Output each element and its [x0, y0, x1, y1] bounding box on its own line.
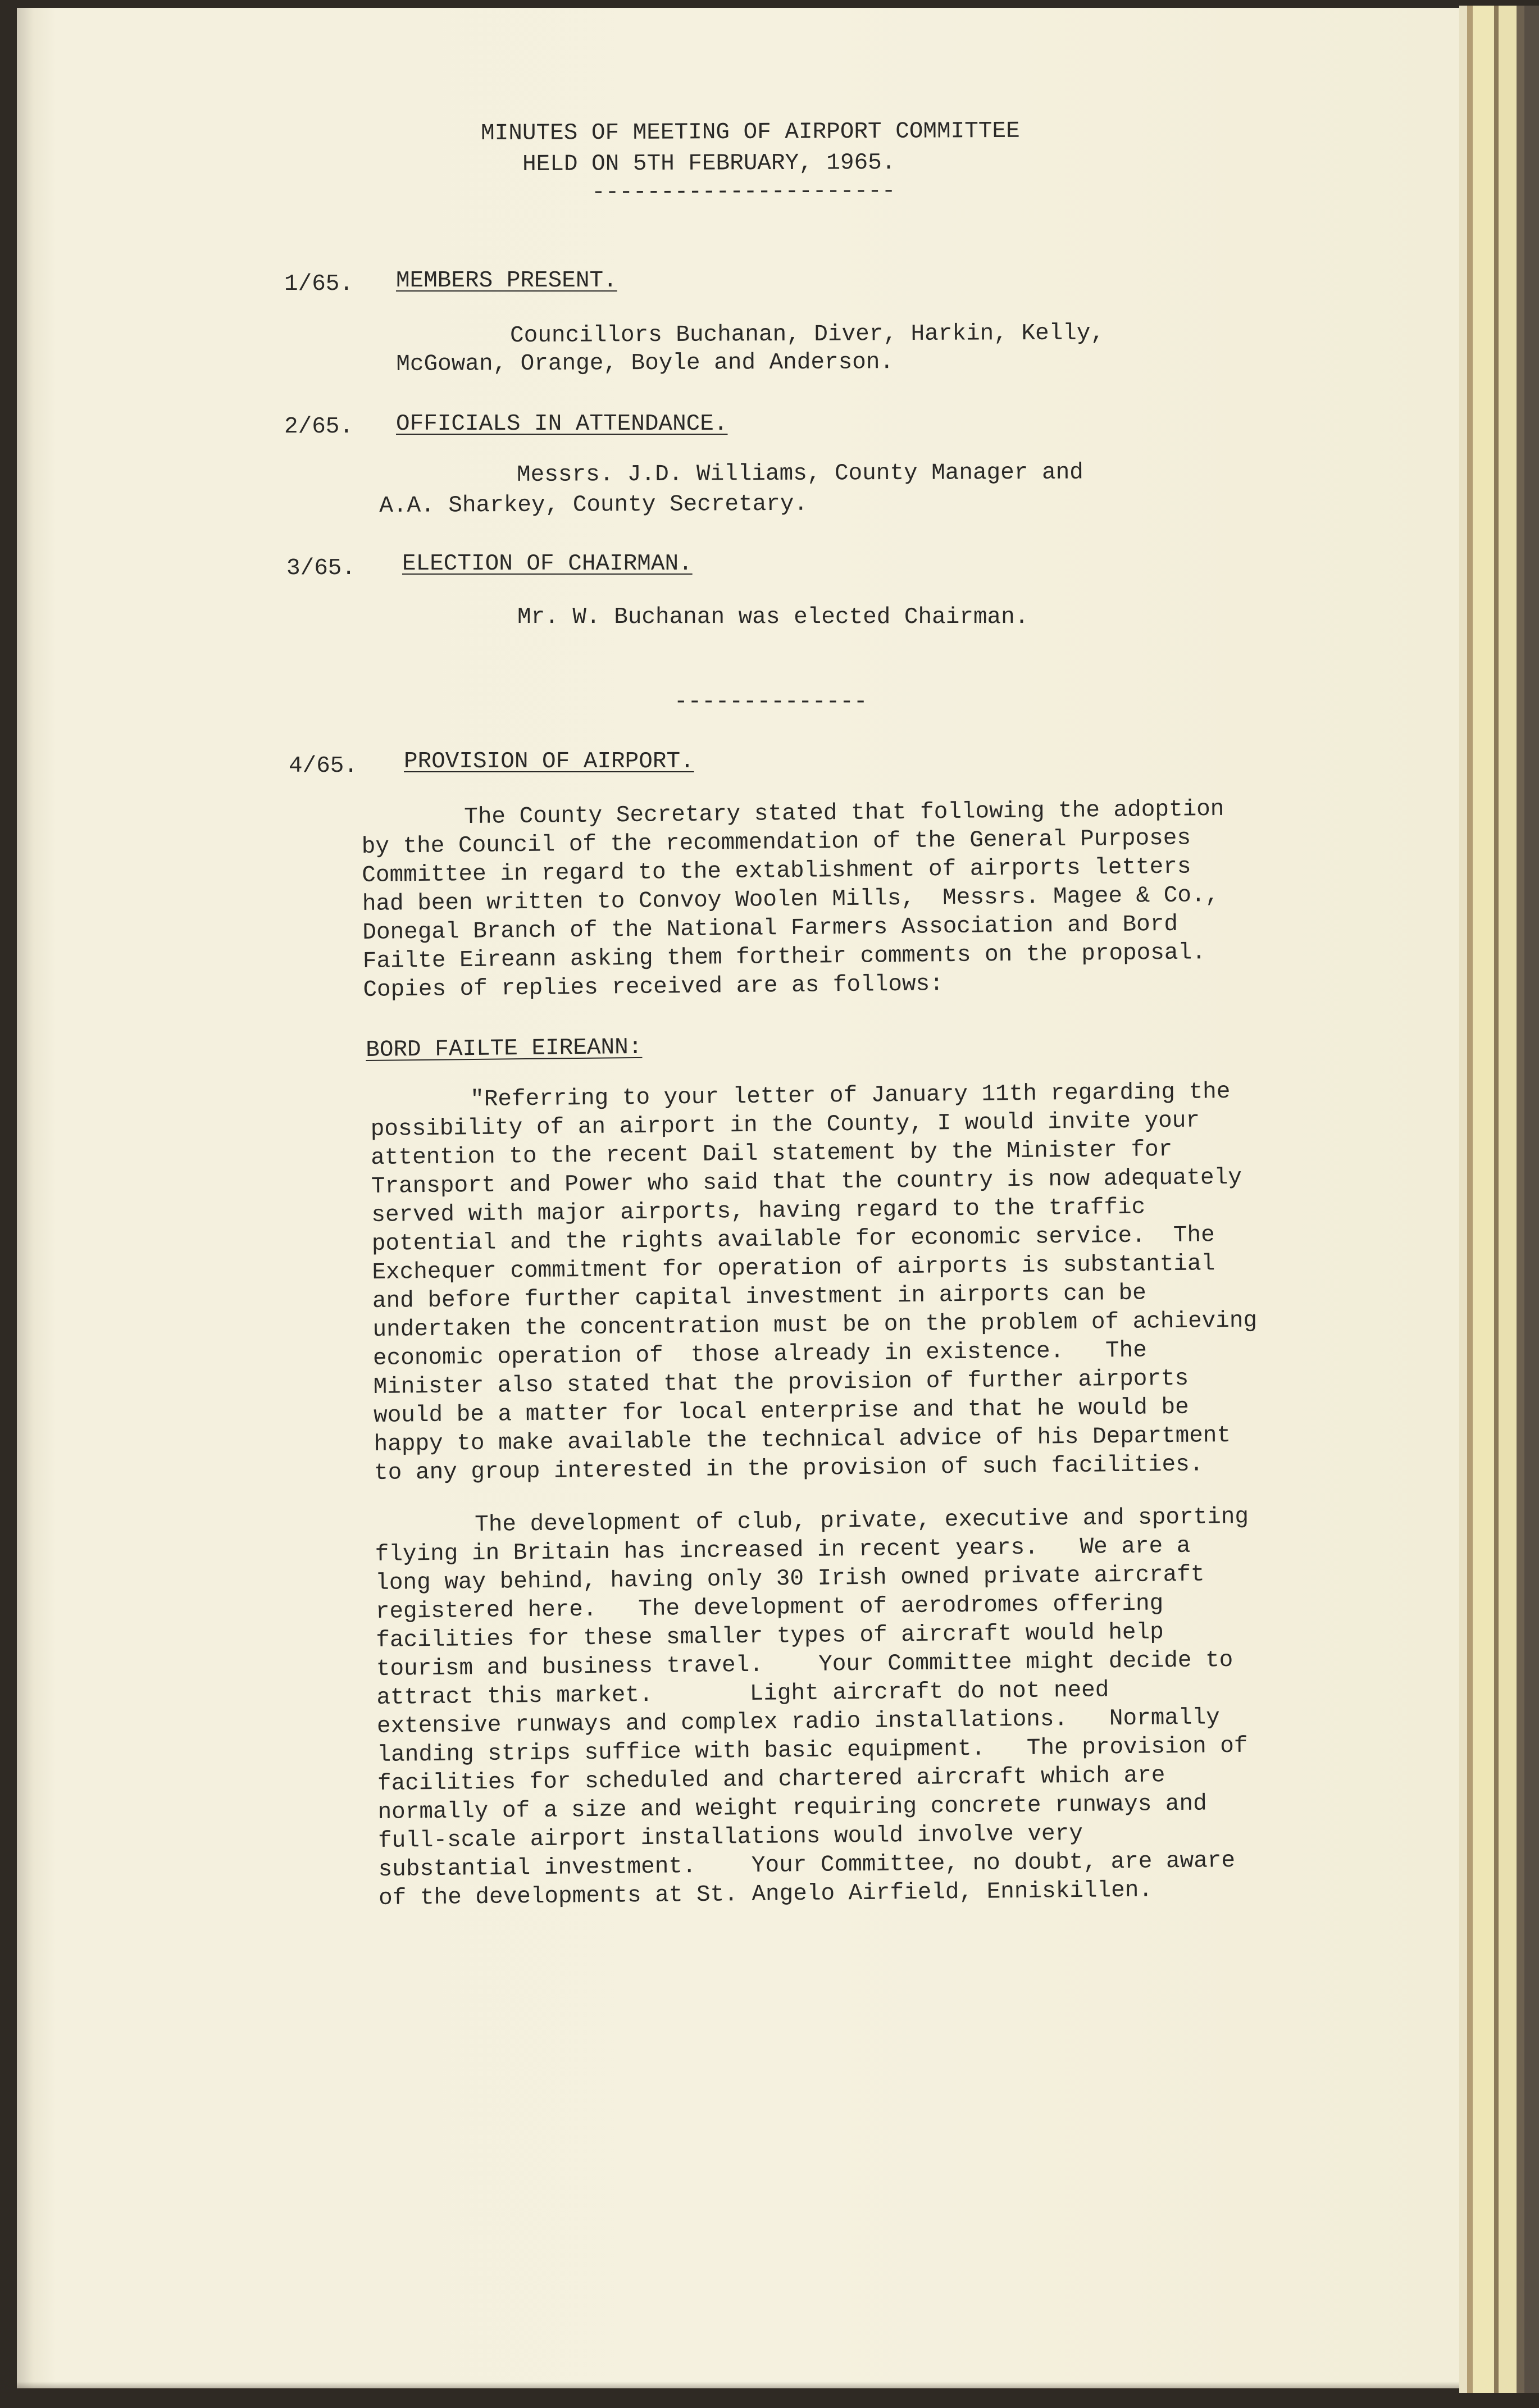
reply-heading: BORD FAILTE EIREANN: [366, 1034, 643, 1063]
section-number: 2/65. [284, 414, 354, 440]
page-stack-edge [1517, 6, 1524, 2393]
page-stack-edge [1467, 6, 1473, 2393]
page-stack-edge [1473, 6, 1494, 2393]
section-heading: PROVISION OF AIRPORT. [404, 749, 694, 775]
section-heading: ELECTION OF CHAIRMAN. [402, 551, 693, 577]
section-text: Messrs. J.D. Williams, County Manager and A.A. Sharkey, County Secretary. [379, 459, 1083, 519]
page-stack-edge [1494, 6, 1499, 2393]
section-number: 4/65. [289, 753, 358, 779]
document-subtitle: HELD ON 5TH FEBRUARY, 1965. [522, 150, 896, 177]
page-bottom-shadow [17, 2382, 1459, 2389]
section-number: 3/65. [286, 556, 356, 581]
page-stack-edge [1459, 6, 1467, 2393]
title-rule: ---------------------- [591, 178, 896, 206]
page-stack-edge [1499, 6, 1517, 2393]
reply-paragraph: The development of club, private, executive and sporting flying in Britain has increased in recent years. We are a long way behind, having only 30 Irish owned private aircraft registered here. The development of aerodromes offering facilities for these smaller types of aircraft would help tourism and business travel. Your Committee might decide to attract this market. Light aircraft do not need extensive runways and complex radio installations. Normally landing strips suffice with basic equipment. The provision of facilities for scheduled and chartered aircraft which are normally of a size and weight requiring concrete runways and full-scale airport installations would involve very substantial investment. Your Committee, no doubt, are aware of the developments at St. Angelo Airfield, Enniskillen. [375, 1504, 1249, 1911]
section-text: Councillors Buchanan, Diver, Harkin, Kelly, McGowan, Orange, Boyle and Anderson. [396, 320, 1105, 377]
reply-paragraph: "Referring to your letter of January 11th regarding the possibility of an airport in the County, I would invite your attention to the recent Dail statement by the Minister for Transport and Power who said that the country is now adequately served with major airports, having regard to the traffic potential and the rights available for economic service. The Exchequer commitment for operation of airports is substantial and before further capital investment in airports can be undertaken the concentration must be on the problem of achieving economic operation of those already in existence. The Minister also stated that the provision of further airports would be a matter for local enterprise and that he would be happy to make available the technical advice of his Department to any group interested in the provision of such facilities. [370, 1078, 1258, 1486]
page-stack-edge [1524, 6, 1539, 2393]
section-heading: OFFICIALS IN ATTENDANCE. [396, 411, 728, 437]
section-text: The County Secretary stated that following the adoption by the Council of the recommendation of the General Purposes Committee in regard to the extablishment of airports letters had been written to Convoy Woolen Mills, Messrs. Magee & Co., Donegal Branch of the National Farmers Association and Bord Failte Eireann asking them fortheir comments on the proposal. Copies of replies received are as follows: [361, 796, 1224, 1003]
separator-rule: -------------- [674, 689, 868, 715]
section-number: 1/65. [284, 271, 354, 297]
section-text: Mr. W. Buchanan was elected Chairman. [517, 604, 1029, 630]
document-title: MINUTES OF MEETING OF AIRPORT COMMITTEE [481, 118, 1020, 147]
section-heading: MEMBERS PRESENT. [396, 268, 617, 294]
